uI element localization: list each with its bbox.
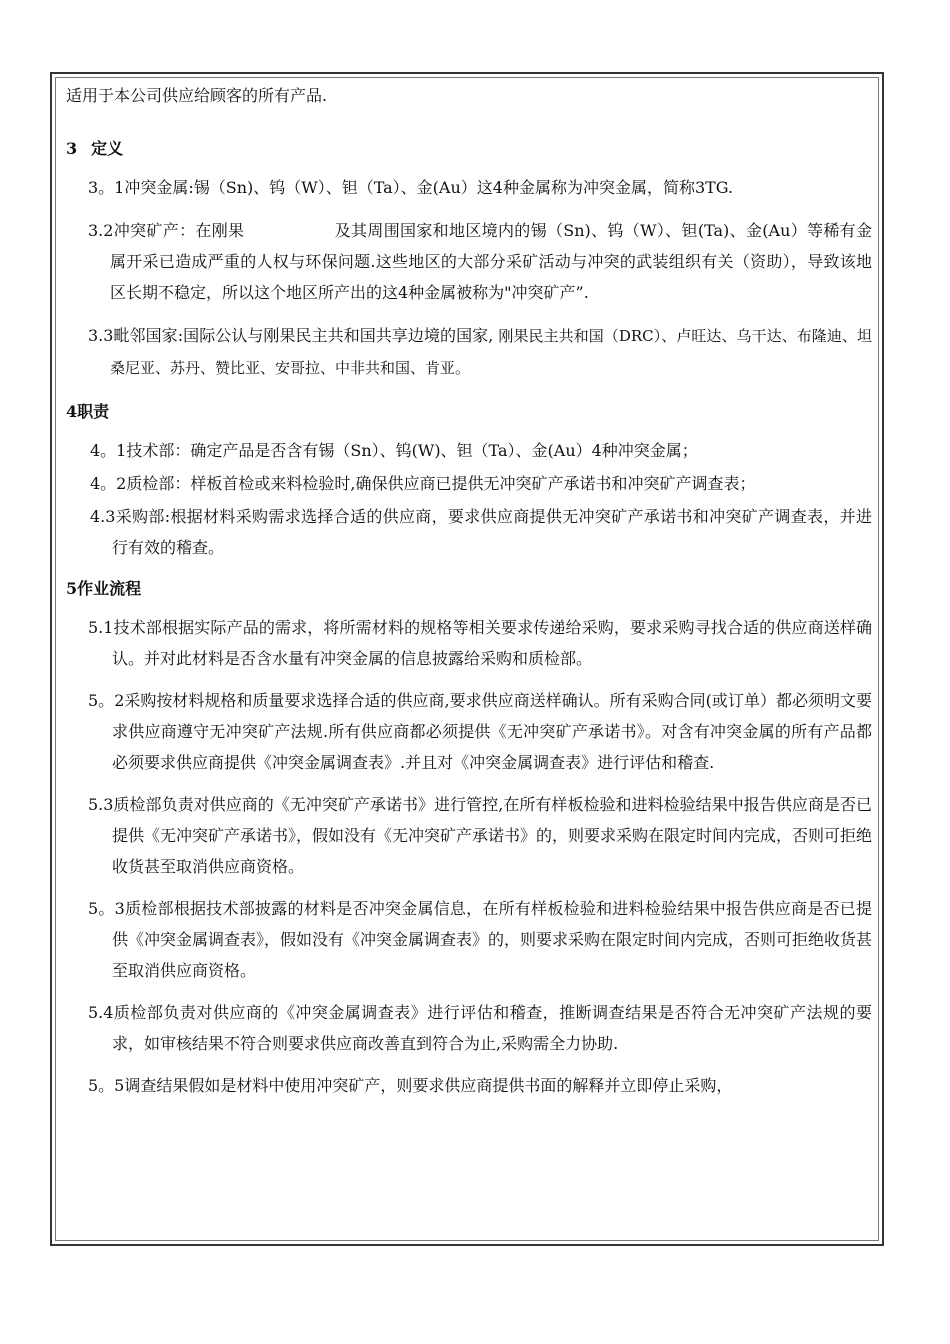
section-4-heading: 4职责 [66,402,110,421]
procedure-5-3: 5.3质检部负责对供应商的《无冲突矿产承诺书》进行管控,在所有样板检验和进料检验结果中报告供应商是否已提供《无冲突矿产承诺书》，假如没有《无冲突矿产承诺书》的，则要求采购在限定时间内完成，否则可拒绝收货甚至取消供应商资格。 [88,795,873,876]
section-5-heading: 5作业流程 [66,579,142,598]
duty-4-2: 4。2质检部：样板首检或来料检验时,确保供应商已提供无冲突矿产承诺书和冲突矿产调查表； [90,474,756,493]
procedure-5-5: 5。5调查结果假如是材料中使用冲突矿产，则要求供应商提供书面的解释并立即停止采购， [88,1076,733,1095]
definition-3-1: 3。1冲突金属:锡（Sn)、钨（W）、钽（Ta）、金(Au）这4种金属称为冲突金属，简称3TG. [88,178,734,197]
section-3-number: 3 [66,139,78,158]
definition-3-2-body: 及其周围国家和地区境内的锡（Sn)、钨（W）、钽(Ta)、金(Au）等稀有金属开采已造成严重的人权与环保问题.这些地区的大部分采矿活动与冲突的武装组织有关（资助），导致该地区长期不稳定，所以这个地区所产出的这4种金属被称为"冲突矿产”. [110,221,872,302]
procedure-5-1: 5.1技术部根据实际产品的需求，将所需材料的规格等相关要求传递给采购，要求采购寻找合适的供应商送样确认。并对此材料是否含水量有冲突金属的信息披露给采购和质检部。 [88,618,872,668]
definition-3-3-lead: 3.3毗邻国家:国际公认与刚果民主共和国共享边境的国家, [88,326,494,345]
scope-text: 适用于本公司供应给顾客的所有产品. [66,86,328,105]
definition-3-3 [66,320,872,384]
definition-3-2 [66,215,872,308]
procedure-5-4: 5.4质检部负责对供应商的《冲突金属调查表》进行评估和稽查，推断调查结果是否符合无冲突矿产法规的要求，如审核结果不符合则要求供应商改善直到符合为止,采购需全力协助. [88,1003,872,1053]
procedure-5-3b: 5。3质检部根据技术部披露的材料是否冲突金属信息，在所有样板检验和进料检验结果中报告供应商是否已提供《冲突金属调查表》，假如没有《冲突金属调查表》的，则要求采购在限定时间内完成，否则可拒绝收货甚至取消供应商资格。 [88,899,873,980]
definition-3-3-countries: 刚果民主共和国（DRC）、卢旺达、乌干达、布隆迪、坦桑尼亚、苏丹、赞比亚、安哥拉、中非共和国、肯亚。 [110,327,872,377]
duty-4-1: 4。1技术部：确定产品是否含有锡（Sn）、钨(W)、钽（Ta）、金(Au）4种冲突金属； [90,441,698,460]
section-3-heading [66,133,872,164]
document-content [66,80,872,1112]
definition-3-2-lead: 3.2冲突矿产：在刚果 [88,221,245,240]
procedure-5-2: 5。2采购按材料规格和质量要求选择合适的供应商,要求供应商送样确认。所有采购合同(或订单）都必须明文要求供应商遵守无冲突矿产法规.所有供应商都必须提供《无冲突矿产承诺书》。对含有冲突金属的所有产品都必须要求供应商提供《冲突金属调查表》.并且对《冲突金属调查表》进行评估和稽查. [88,691,872,772]
section-3-title: 定义 [91,139,124,158]
duty-4-3: 4.3采购部:根据材料采购需求选择合适的供应商，要求供应商提供无冲突矿产承诺书和冲突矿产调查表，并进行有效的稽查。 [90,507,872,557]
